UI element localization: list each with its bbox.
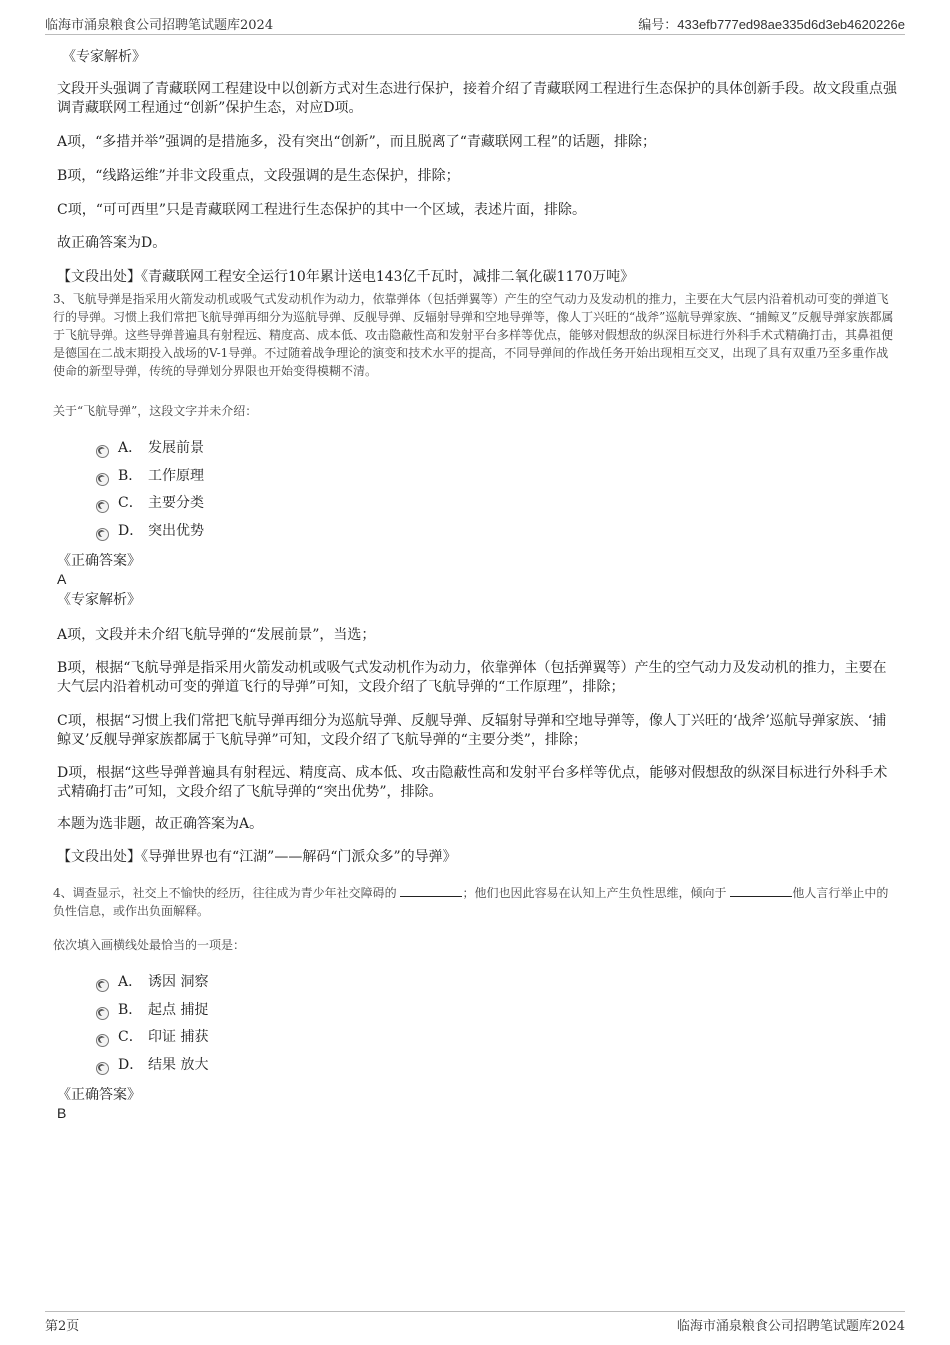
question-stem: 4、调查显示，社交上不愉快的经历，往往成为青少年社交障碍的 ；他们也因此容易在认知上产生负性思维，倾向于 他人言行举止中的负性信息，或作出负面解释。 <box>53 886 889 918</box>
correct-answer: B <box>57 1105 67 1121</box>
answer-conclusion: 故正确答案为D。 <box>57 235 167 251</box>
question-prompt: 依次填入画横线处最恰当的一项是： <box>53 938 246 952</box>
radio-icon[interactable] <box>96 1034 109 1047</box>
fill-blank <box>730 884 792 897</box>
radio-icon[interactable] <box>96 979 109 992</box>
radio-icon[interactable] <box>96 473 109 486</box>
fill-blank <box>400 884 462 897</box>
question-stem: 3、飞航导弹是指采用火箭发动机或吸气式发动机作为动力，依靠弹体（包括弹翼等）产生的空气动力及发动机的推力，主要在大气层内沿着机动可变的弹道飞行的导弹。习惯上我们常把飞航导弹再细分为巡航导弹、反舰导弹、反辐射导弹和空地导弹等，像人丁兴旺的“战斧”巡航导弹家族、“捕鲸叉”反舰导弹家族都属于飞航导弹。这些导弹普遍具有射程远、精度高、成本低、攻击隐蔽性高和发射平台多样等优点，能够对假想敌的纵深目标进行外科手术式精确打击，其鼻祖便是德国在二战末期投入战场的V-1导弹。不过随着战争理论的演变和技术水平的提高，不同导弹间的作战任务开始出现相互交叉，出现了具有双重乃至多重作战使命的新型导弹，传统的导弹划分界限也开始变得模糊不清。 <box>53 292 894 378</box>
radio-icon[interactable] <box>96 1062 109 1075</box>
radio-icon[interactable] <box>96 528 109 541</box>
analysis-paragraph: C项，“可可西里”只是青藏联网工程进行生态保护的其中一个区域，表述片面，排除。 <box>57 202 587 218</box>
analysis-paragraph: A项，文段并未介绍飞航导弹的“发展前景”，当选； <box>57 627 376 643</box>
analysis-paragraph: C项，根据“习惯上我们常把飞航导弹再细分为巡航导弹、反舰导弹、反辐射导弹和空地导弹等，像人丁兴旺的‘战斧’巡航导弹家族、‘捕鲸叉’反舰导弹家族都属于飞航导弹”可知，文段介绍了飞航导弹的“主要分类”，排除； <box>57 713 887 748</box>
option-item[interactable]: C． 主要分类 <box>118 495 204 511</box>
option-item[interactable]: B． 起点 捕捉 <box>118 1002 209 1018</box>
option-item[interactable]: C． 印证 捕获 <box>118 1029 209 1045</box>
radio-icon[interactable] <box>96 500 109 513</box>
page-footer <box>45 1311 905 1335</box>
answer-conclusion: 本题为选非题，故正确答案为A。 <box>57 816 264 832</box>
expert-analysis-label: 《专家解析》 <box>57 592 141 608</box>
option-item[interactable]: A． 发展前景 <box>118 440 204 456</box>
page-number: 第2页 <box>45 1319 80 1334</box>
radio-icon[interactable] <box>96 1007 109 1020</box>
page-header <box>45 14 905 35</box>
analysis-paragraph: B项，根据“飞航导弹是指采用火箭发动机或吸气式发动机作为动力，依靠弹体（包括弹翼等）产生的空气动力及发动机的推力，主要在大气层内沿着机动可变的弹道飞行的导弹”可知，文段介绍了飞航导弹的“工作原理”，排除； <box>57 660 887 695</box>
correct-answer: A <box>57 571 67 587</box>
footer-title: 临海市涌泉粮食公司招聘笔试题库2024 <box>676 1319 905 1334</box>
analysis-paragraph: B项，“线路运维”并非文段重点，文段强调的是生态保护，排除； <box>57 168 460 184</box>
option-item[interactable]: D． 结果 放大 <box>118 1057 209 1073</box>
header-title: 临海市涌泉粮食公司招聘笔试题库2024 <box>45 18 274 33</box>
source-citation: 【文段出处】《导弹世界也有“江湖”——解码“门派众多”的导弹》 <box>57 849 457 865</box>
radio-icon[interactable] <box>96 445 109 458</box>
option-item[interactable]: A． 诱因 洞察 <box>118 974 209 990</box>
header-serial: 编号：433efb777ed98ae335d6d3eb4620226e <box>638 17 905 32</box>
source-citation: 【文段出处】《青藏联网工程安全运行10年累计送电143亿千瓦时，减排二氧化碳1170万吨》 <box>57 269 635 285</box>
analysis-paragraph: 文段开头强调了青藏联网工程建设中以创新方式对生态进行保护，接着介绍了青藏联网工程进行生态保护的具体创新手段。故文段重点强调青藏联网工程通过“创新”保护生态，对应D项。 <box>57 81 897 116</box>
question-prompt: 关于“飞航导弹”，这段文字并未介绍： <box>53 404 258 418</box>
expert-analysis-label: 《专家解析》 <box>62 49 146 65</box>
analysis-paragraph: D项，根据“这些导弹普遍具有射程远、精度高、成本低、攻击隐蔽性高和发射平台多样等优点，能够对假想敌的纵深目标进行外科手术式精确打击”可知，文段介绍了飞航导弹的“突出优势”，排除。 <box>57 765 888 800</box>
correct-answer-label: 《正确答案》 <box>57 553 141 569</box>
option-item[interactable]: B． 工作原理 <box>118 468 204 484</box>
option-item[interactable]: D． 突出优势 <box>118 523 204 539</box>
correct-answer-label: 《正确答案》 <box>57 1087 141 1103</box>
analysis-paragraph: A项，“多措并举”强调的是措施多，没有突出“创新”，而且脱离了“青藏联网工程”的话题，排除； <box>57 134 657 150</box>
